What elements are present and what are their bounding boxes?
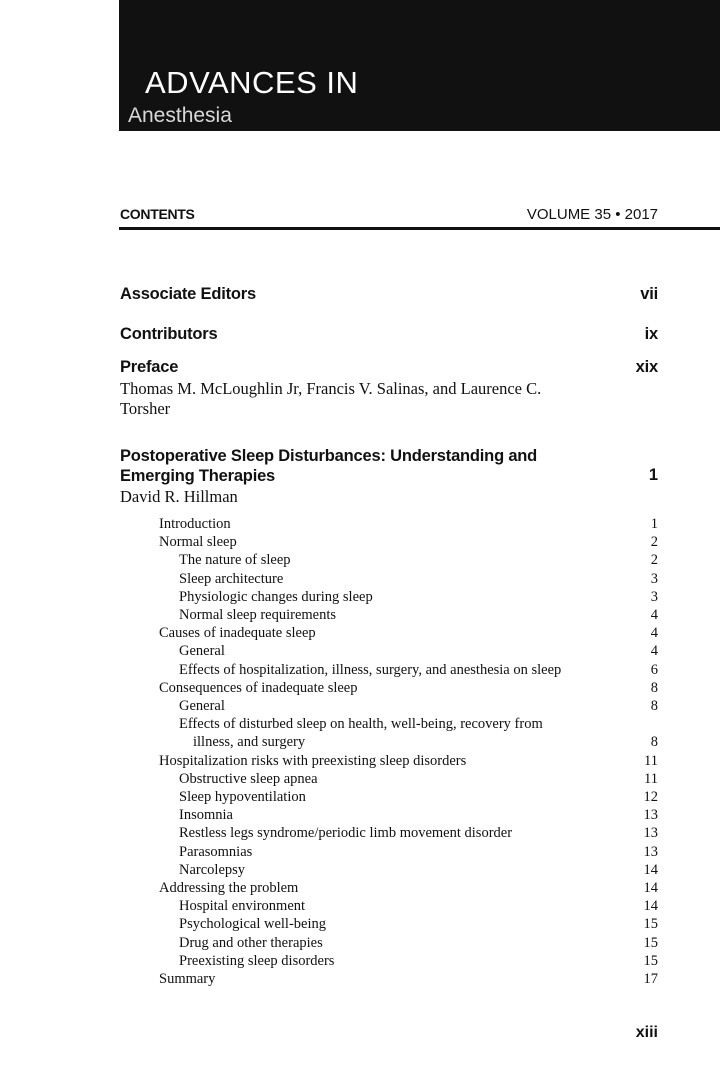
toc-line[interactable] <box>159 624 658 642</box>
entry-page: vii <box>640 285 658 303</box>
toc-text: Introduction <box>159 516 231 532</box>
toc-line[interactable] <box>159 915 658 933</box>
article-toc <box>159 515 658 988</box>
toc-line[interactable] <box>159 533 658 551</box>
toc-text: Summary <box>159 971 216 988</box>
toc-text: Sleep hypoventilation <box>179 789 306 806</box>
toc-line[interactable] <box>159 952 658 970</box>
toc-page: 6 <box>650 661 658 678</box>
toc-text: Normal sleep requirements <box>179 607 337 624</box>
toc-line[interactable] <box>159 824 658 842</box>
toc-page: 2 <box>650 552 658 569</box>
toc-page: 13 <box>643 807 658 824</box>
toc-text: Hospital environment <box>179 898 306 915</box>
toc-line[interactable] <box>159 733 658 751</box>
toc-line[interactable] <box>159 588 658 606</box>
toc-line[interactable] <box>159 661 658 679</box>
toc-line[interactable] <box>159 570 658 588</box>
toc-line[interactable] <box>159 515 658 533</box>
toc-text: Addressing the problem <box>159 880 299 897</box>
toc-text: Causes of inadequate sleep <box>159 625 316 642</box>
toc-line[interactable] <box>159 697 658 715</box>
entry-page: ix <box>644 325 658 343</box>
toc-entry-preface[interactable] <box>120 358 658 377</box>
article-page: 1 <box>648 466 658 484</box>
toc-text: Parasomnias <box>179 843 253 860</box>
entry-page: xix <box>635 358 658 376</box>
toc-line[interactable] <box>159 897 658 915</box>
toc-page: 14 <box>643 880 658 897</box>
article-title[interactable]: Postoperative Sleep Disturbances: Understanding and Emerging Therapies <box>120 447 538 485</box>
toc-text: illness, and surgery <box>193 734 306 751</box>
toc-page: 1 <box>650 516 658 532</box>
toc-text: Psychological well-being <box>179 916 326 933</box>
toc-line[interactable] <box>159 752 658 770</box>
toc-text: Effects of disturbed sleep on health, well-being, recovery from <box>179 716 543 733</box>
toc-line[interactable] <box>159 770 658 788</box>
toc-text: Drug and other therapies <box>179 934 323 951</box>
toc-text: Physiologic changes during sleep <box>179 588 373 605</box>
toc-page: 11 <box>644 752 658 769</box>
toc-text: Consequences of inadequate sleep <box>159 679 358 696</box>
journal-subtitle: Anesthesia <box>128 104 232 127</box>
toc-line[interactable] <box>159 715 658 733</box>
toc-text: Sleep architecture <box>179 570 284 587</box>
toc-text: Normal sleep <box>159 534 237 551</box>
toc-page: 11 <box>644 770 658 787</box>
masthead <box>119 0 720 131</box>
toc-entry-contributors[interactable] <box>120 325 658 344</box>
toc-text: Preexisting sleep disorders <box>179 952 335 969</box>
header-rule <box>119 227 720 230</box>
toc-entry-associate-editors[interactable] <box>120 285 658 304</box>
toc-page: 4 <box>650 643 658 660</box>
toc-line[interactable] <box>159 679 658 697</box>
toc-page: 12 <box>643 789 658 806</box>
preface-authors: Thomas M. McLoughlin Jr, Francis V. Salinas, and Laurence C. Torsher <box>120 379 542 418</box>
toc-text: Restless legs syndrome/periodic limb movement disorder <box>179 825 513 842</box>
entry-label: Preface <box>120 358 179 376</box>
toc-line[interactable] <box>159 806 658 824</box>
toc-page: 15 <box>643 934 658 951</box>
volume-label: VOLUME 35 • 2017 <box>526 206 658 223</box>
toc-text: General <box>179 643 225 660</box>
entry-label: Contributors <box>120 325 218 343</box>
toc-page: 2 <box>650 534 658 551</box>
toc-text: Hospitalization risks with preexisting sleep disorders <box>159 752 467 769</box>
toc-page: 4 <box>650 607 658 624</box>
toc-text: Narcolepsy <box>179 861 246 878</box>
toc-page: 17 <box>643 971 658 988</box>
toc-text: The nature of sleep <box>179 552 291 569</box>
toc-text: Insomnia <box>179 807 233 824</box>
toc-line[interactable] <box>159 861 658 879</box>
toc-page: 4 <box>650 625 658 642</box>
toc-page: 3 <box>650 588 658 605</box>
toc-line[interactable] <box>159 551 658 569</box>
entry-label: Associate Editors <box>120 285 256 303</box>
toc-page: 8 <box>650 679 658 696</box>
toc-line[interactable] <box>159 879 658 897</box>
journal-title: ADVANCES IN <box>145 65 359 100</box>
toc-text: Effects of hospitalization, illness, surgery, and anesthesia on sleep <box>179 661 562 678</box>
toc-page: 14 <box>643 861 658 878</box>
toc-page: 15 <box>643 952 658 969</box>
toc-line[interactable] <box>159 642 658 660</box>
article-author: David R. Hillman <box>120 487 238 506</box>
page-number: xiii <box>635 1024 658 1041</box>
toc-page: 8 <box>650 734 658 751</box>
toc-line[interactable] <box>159 788 658 806</box>
toc-page: 8 <box>650 698 658 715</box>
contents-heading: CONTENTS <box>120 206 195 222</box>
toc-page: 14 <box>643 898 658 915</box>
toc-text: Obstructive sleep apnea <box>179 770 318 787</box>
toc-line[interactable] <box>159 606 658 624</box>
toc-page: 13 <box>643 843 658 860</box>
toc-line[interactable] <box>159 843 658 861</box>
toc-page: 15 <box>643 916 658 933</box>
toc-page: 13 <box>643 825 658 842</box>
toc-line[interactable] <box>159 970 658 988</box>
toc-text: General <box>179 698 225 715</box>
toc-line[interactable] <box>159 934 658 952</box>
toc-page: 3 <box>650 570 658 587</box>
